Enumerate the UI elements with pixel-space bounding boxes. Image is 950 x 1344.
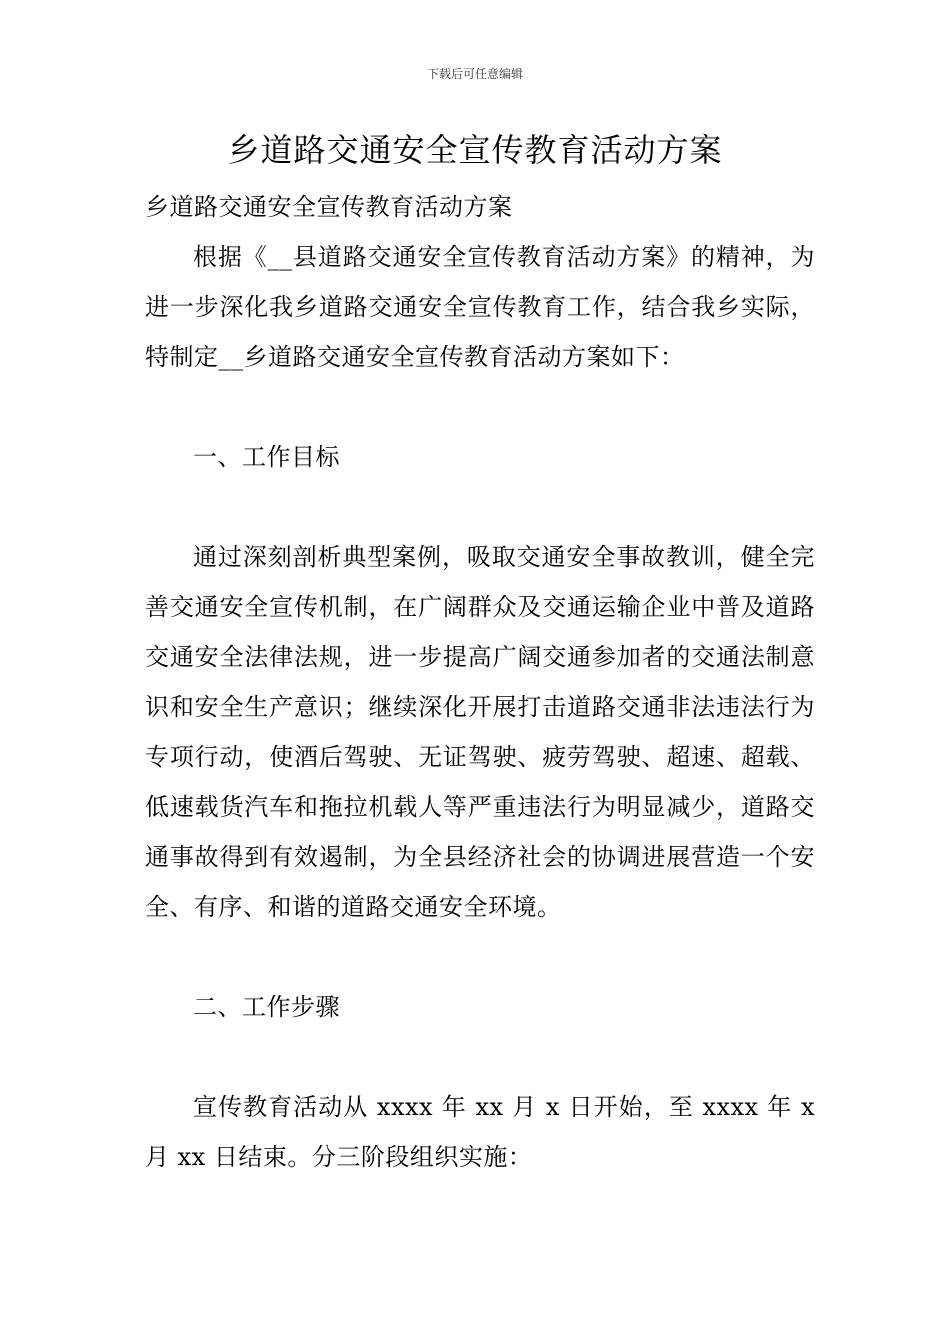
header-note: 下载后可任意编辑: [426, 67, 523, 81]
document-title: 乡道路交通安全宣传教育活动方案: [227, 131, 723, 169]
paragraph-gap: [145, 482, 815, 532]
document-body: [145, 182, 815, 1182]
intro-paragraph: 根据《__县道路交通安全宣传教育活动方案》的精神，为进一步深化我乡道路交通安全宣传教育工作，结合我乡实际，特制定__乡道路交通安全宣传教育活动方案如下：: [145, 243, 815, 371]
paragraph-gap: [145, 932, 815, 982]
section-heading-steps: 二、工作步骤: [193, 993, 340, 1021]
document-subtitle: 乡道路交通安全宣传教育活动方案: [145, 193, 513, 221]
paragraph-gap: [145, 382, 815, 432]
paragraph-gap: [145, 1032, 815, 1082]
section-text-steps: 宣传教育活动从 xxxx 年 xx 月 x 日开始，至 xxxx 年 x 月 xx 日结束。分三阶段组织实施：: [145, 1093, 815, 1171]
section-heading-goals: 一、工作目标: [193, 443, 340, 471]
section-text-goals: 通过深刻剖析典型案例，吸取交通安全事故教训，健全完善交通安全宣传机制，在广阔群众及交通运输企业中普及道路交通安全法律法规，进一步提高广阔交通参加者的交通法制意识和安全生产意识；继续深化开展打击道路交通非法违法行为专项行动，使酒后驾驶、无证驾驶、疲劳驾驶、超速、超载、低速载货汽车和拖拉机载人等严重违法行为明显减少，道路交通事故得到有效遏制，为全县经济社会的协调进展营造一个安全、有序、和谐的道路交通安全环境。: [145, 543, 815, 921]
